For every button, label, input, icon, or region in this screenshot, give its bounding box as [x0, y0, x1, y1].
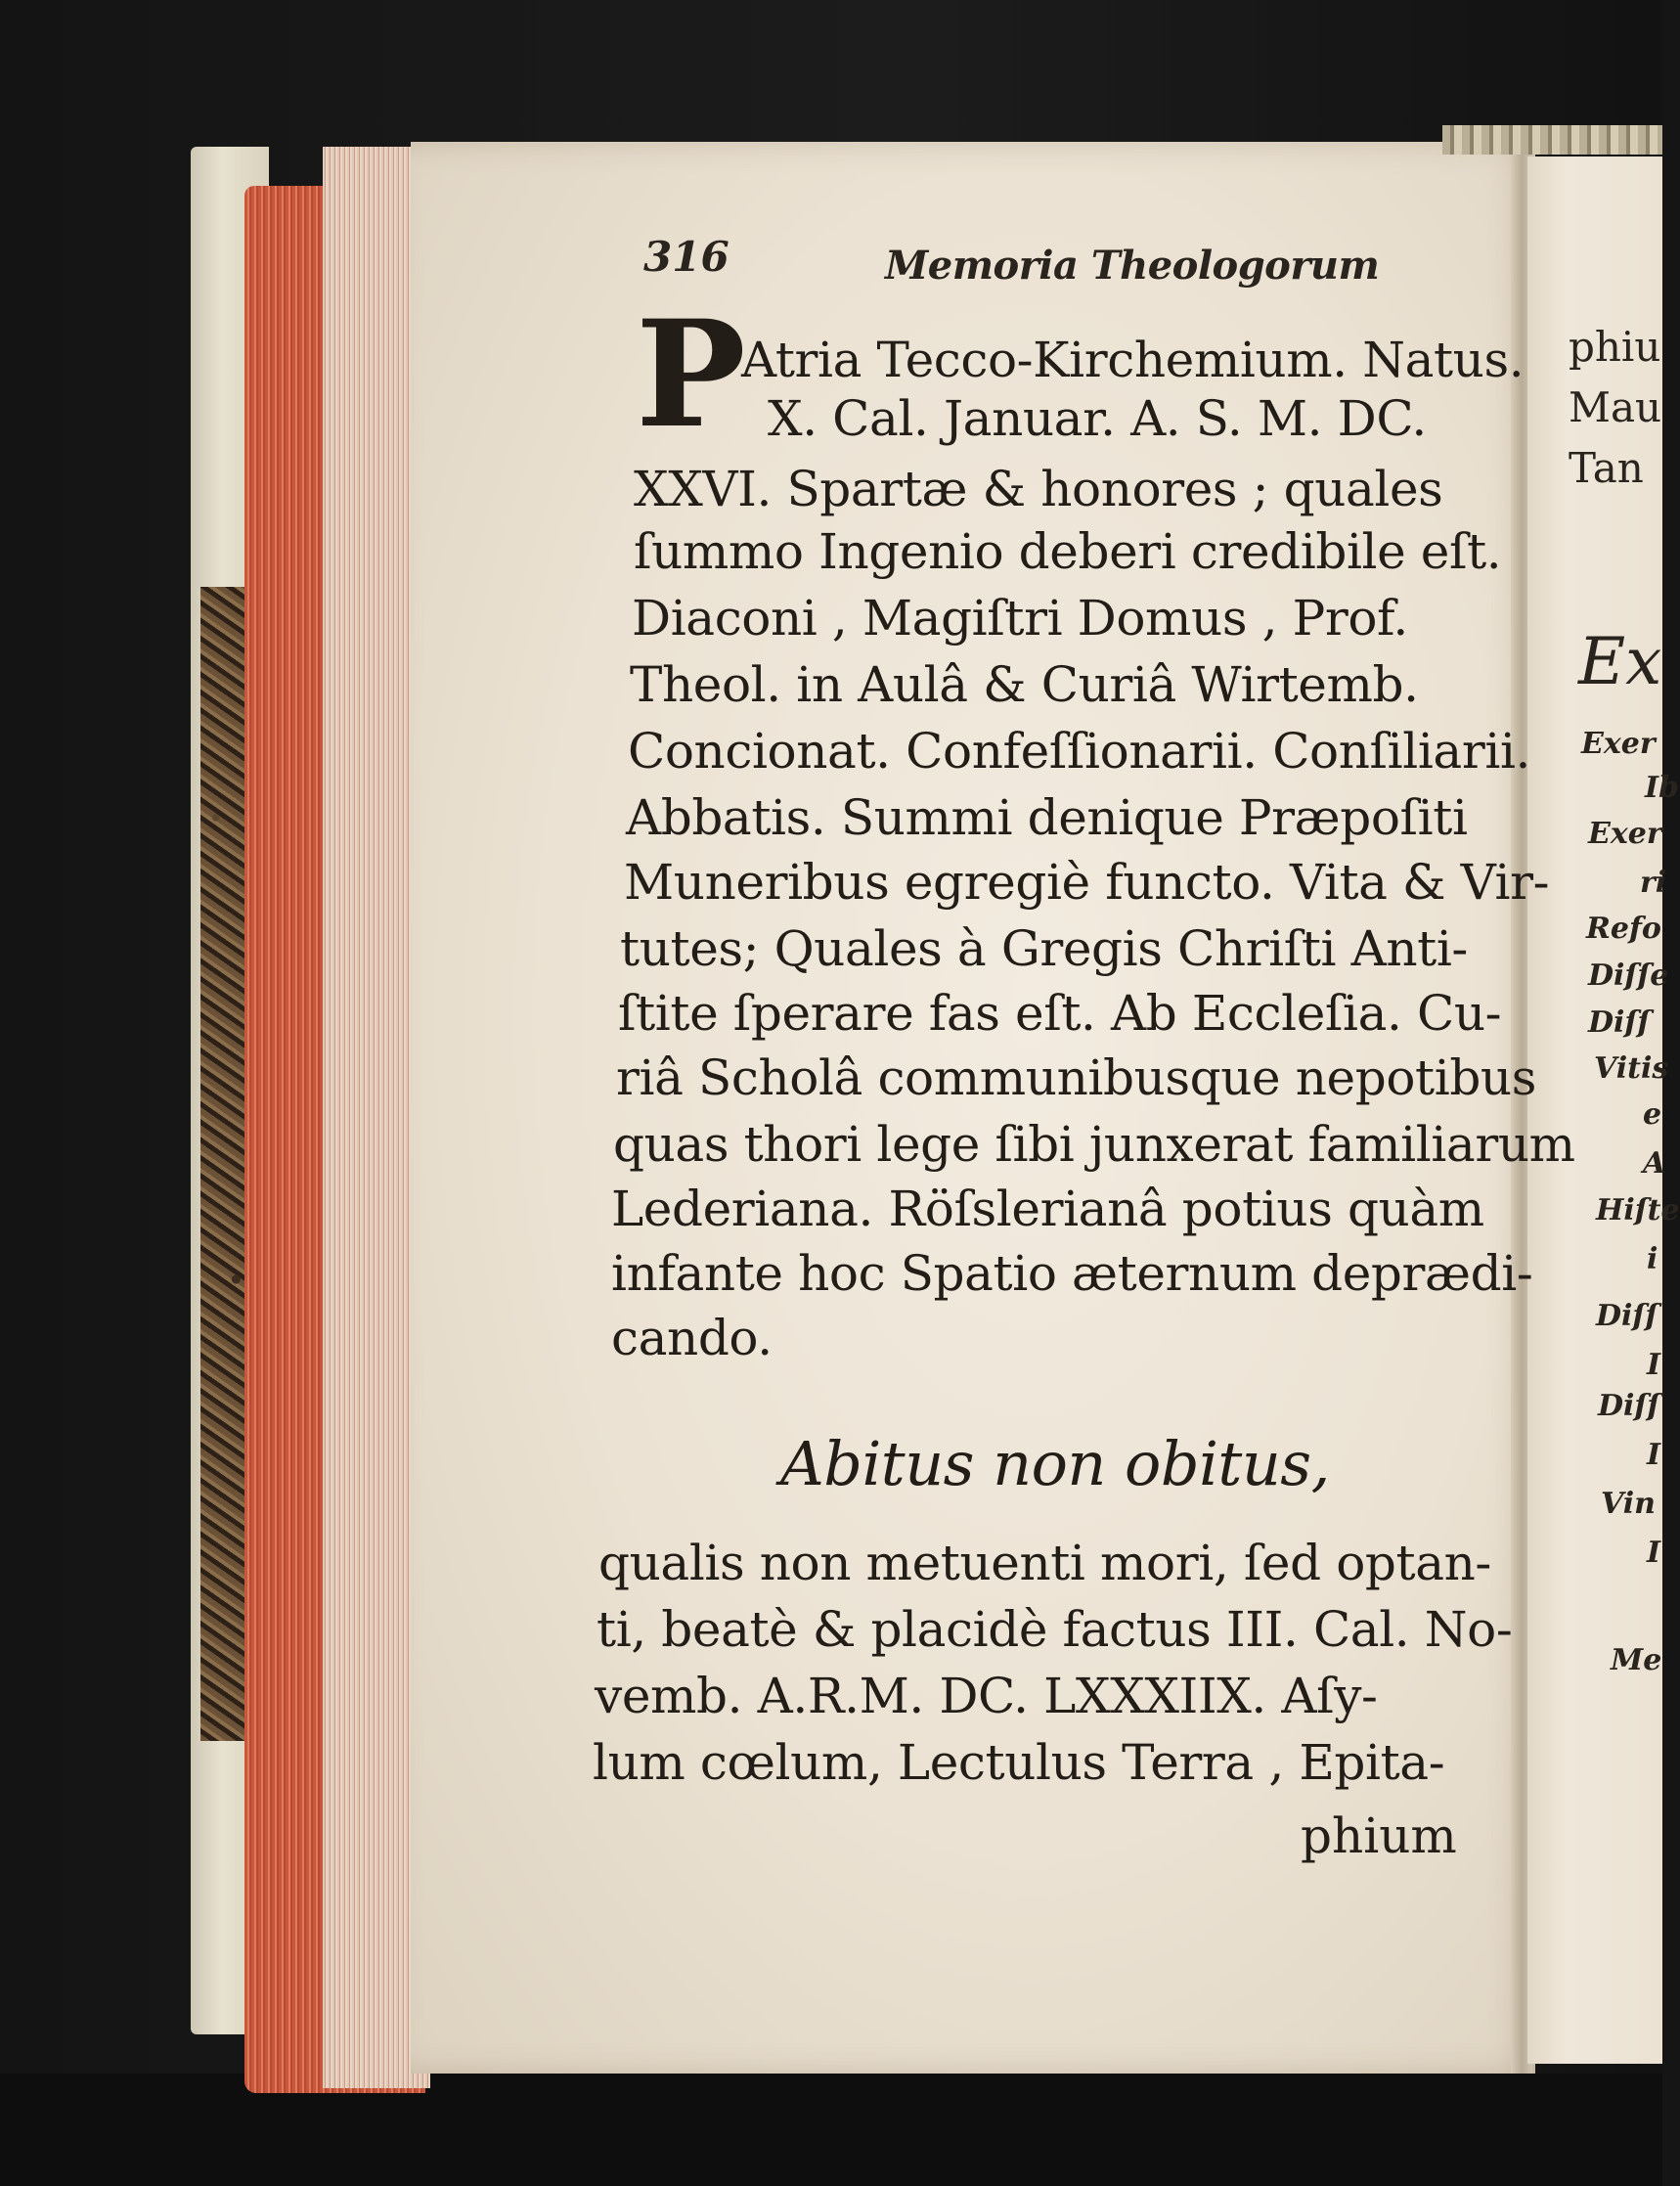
- right-line: Mau: [1569, 383, 1662, 431]
- text-line: quas thori lege ſibi junxerat familiarum: [613, 1116, 1575, 1173]
- text-line: Muneribus egregiè functo. Vita & Vir-: [624, 854, 1550, 911]
- text-line: X. Cal. Januar. A. S. M. DC.: [768, 390, 1427, 447]
- text-line: qualis non metuenti mori, ſed optan-: [598, 1535, 1491, 1591]
- text-line: Atria Tecco-Kirchemium. Natus.: [741, 332, 1525, 388]
- catchword: phium: [1301, 1807, 1457, 1864]
- running-head: Memoria Theologorum: [885, 243, 1380, 289]
- right-entry: e: [1643, 1097, 1662, 1132]
- right-entry: Diſſ: [1598, 1389, 1660, 1423]
- right-entry: Hiſte: [1596, 1193, 1680, 1227]
- right-entry: Vitis: [1594, 1051, 1669, 1086]
- text-line: Lederiana. Röſslerianâ potius quàm: [611, 1181, 1484, 1237]
- right-entry: Me: [1611, 1643, 1662, 1677]
- text-line: XXVI. Spartæ & honores ; quales: [634, 461, 1443, 517]
- right-entry: A: [1643, 1146, 1666, 1181]
- right-entry: Diſſ: [1588, 1005, 1651, 1040]
- right-line: phiu: [1569, 323, 1661, 371]
- right-entry: I: [1647, 1438, 1661, 1472]
- right-entry: I: [1647, 1536, 1661, 1570]
- text-line: riâ Scholâ communibusque nepotibus: [616, 1049, 1536, 1106]
- right-entry: Vin: [1601, 1487, 1656, 1521]
- right-entry: Diſſ: [1596, 1299, 1658, 1333]
- right-page: [1527, 156, 1680, 2064]
- right-entry: I: [1647, 1348, 1661, 1382]
- right-entry: Refo: [1586, 912, 1661, 946]
- text-line: Diaconi , Magiſtri Domus , Prof.: [632, 590, 1408, 647]
- right-entry: Diſſe: [1588, 959, 1669, 993]
- text-line: lum cœlum, Lectulus Terra , Epita-: [593, 1734, 1445, 1791]
- right-entry: i: [1647, 1242, 1658, 1276]
- right-heading-initial: Ex: [1578, 624, 1662, 699]
- headband: [1442, 125, 1662, 155]
- page-number: 316: [643, 233, 729, 281]
- text-line: Theol. in Aulâ & Curiâ Wirtemb.: [630, 656, 1419, 713]
- text-line: tutes; Quales à Gregis Chriſti Anti-: [620, 920, 1468, 977]
- drop-cap: P: [636, 289, 746, 461]
- section-heading: Abitus non obitus,: [780, 1428, 1330, 1499]
- text-line: ſummo Ingenio deberi credibile eſt.: [634, 523, 1502, 580]
- right-line: Tan: [1569, 444, 1644, 492]
- text-line: ſtite ſperare fas eſt. Ab Eccleſia. Cu-: [618, 985, 1502, 1042]
- text-line: ti, beatè & placidè factus III. Cal. No-: [597, 1601, 1513, 1658]
- right-entry: Exer: [1581, 727, 1656, 761]
- right-entry: ri: [1640, 866, 1667, 900]
- right-entry: Exer: [1588, 817, 1662, 851]
- text-line: cando.: [611, 1310, 773, 1366]
- right-entry: Ib: [1645, 771, 1680, 805]
- text-line: infante hoc Spatio æternum deprædi-: [611, 1245, 1533, 1302]
- text-line: Abbatis. Summi denique Præpoſiti: [626, 789, 1468, 846]
- text-line: vemb. A.R.M. DC. LXXXIIX. Aſy-: [595, 1668, 1378, 1724]
- text-line: Concionat. Confeſſionarii. Conſiliarii.: [628, 723, 1531, 780]
